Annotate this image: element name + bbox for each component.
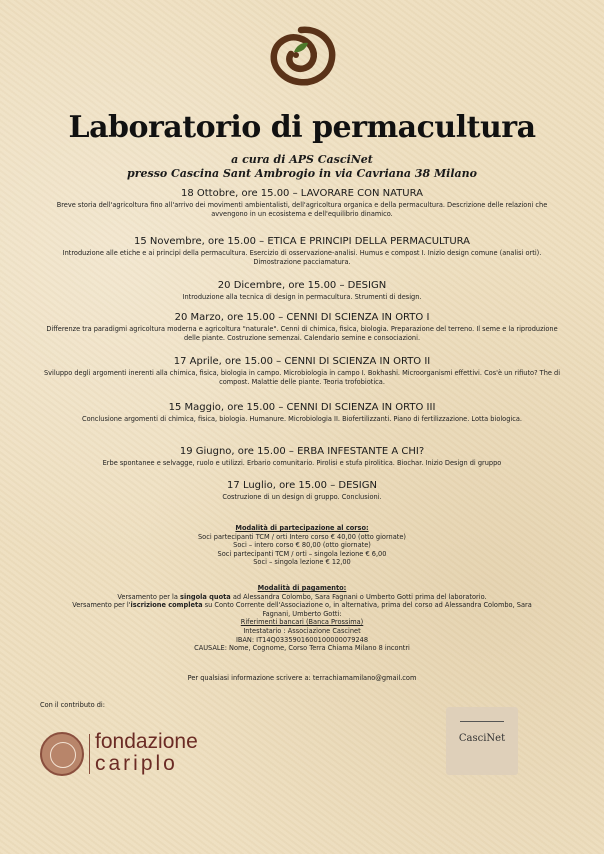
session-6 — [40, 402, 564, 424]
session-description: Costruzione di un design di gruppo. Conclusioni. — [222, 493, 382, 501]
session-heading: 17 Aprile, ore 15.00 – CENNI DI SCIENZA IN ORTO II — [173, 356, 431, 367]
curated-by: a cura di APS CasciNet — [231, 153, 373, 166]
session-heading: 20 Marzo, ore 15.00 – CENNI DI SCIENZA IN ORTO I — [174, 312, 430, 323]
session-description: Introduzione alla tecnica di design in permacultura. Strumenti di design. — [182, 293, 422, 301]
participation-line: Soci – intero corso € 80,00 (otto giornate) — [233, 541, 371, 550]
session-description: Differenze tra paradigmi agricoltura moderna e agricoltura "naturale". Cenni di chimica, fisica, biologia. Preparazione del terreno. Il seme e la riproduzione delle piante. Costruzione semenzai. Calendario semine e consociazioni. — [46, 325, 558, 342]
payment-title: Modalità di pagamento: — [257, 584, 347, 592]
payment-emphasis: iscrizione completa — [130, 601, 203, 610]
account-holder: Intestatario : Associazione Cascinet — [243, 626, 361, 635]
sponsor-logo — [40, 732, 240, 778]
contribution-label: Con il contributo di: — [40, 701, 105, 709]
session-5 — [40, 356, 564, 387]
participation-title: Modalità di partecipazione al corso: — [235, 524, 369, 532]
partner-logo — [446, 707, 518, 775]
divider — [89, 734, 90, 774]
payment-block — [70, 584, 534, 653]
payment-text: Versamento per l' — [72, 601, 131, 610]
leaf-icon — [294, 43, 308, 52]
session-heading: 18 Ottobre, ore 15.00 – LAVORARE CON NATURA — [180, 188, 424, 199]
payment-text: Versamento per la — [117, 592, 181, 601]
session-description: Conclusione argomenti di chimica, fisica, biologia. Humanure. Microbiologia II. Biofertilizzanti. Piano di fertilizzazione. Lotta biologica. — [81, 415, 523, 423]
session-4 — [40, 312, 564, 343]
session-heading: 20 Dicembre, ore 15.00 – DESIGN — [217, 280, 387, 291]
payment-text: su Conto Corrente dell'Associazione o, in alternativa, prima del corso ad Alessandra Colombo, Sara Fagnani, Umberto Gotti: — [202, 601, 532, 618]
session-description: Introduzione alle etiche e ai principi della permacultura. Esercizio di osservazione-analisi. Humus e compost I. Inizio design comune (analisi orti). Dimostrazione pacciamatura. — [62, 249, 542, 266]
iban: IBAN: IT14Q0335901600100000079248 — [235, 635, 369, 644]
session-3 — [40, 280, 564, 302]
roof-icon — [460, 721, 504, 732]
participation-block — [70, 524, 534, 567]
session-description: Sviluppo degli argomenti inerenti alla chimica, fisica, biologia in campo. Microbiologia in campo I. Bokhashi. Microorganismi effettivi. Cos'è un rifiuto? The di compost. Malattie delle piante. Teoria trofobiotica. — [43, 369, 561, 386]
session-heading: 17 Luglio, ore 15.00 – DESIGN — [227, 480, 377, 491]
session-7 — [40, 446, 564, 468]
session-8 — [40, 480, 564, 502]
bank-label: Riferimenti bancari (Banca Prossima) — [240, 618, 364, 627]
partner-name: CasciNet — [458, 733, 506, 744]
payment-full — [70, 601, 534, 618]
session-description: Erbe spontanee e selvagge, ruolo e utilizzi. Erbario comunitario. Pirolisi e stufa pirolitica. Biochar. Inizio Design di gruppo — [102, 459, 502, 467]
payment-emphasis: singola quota — [180, 592, 231, 601]
session-heading: 19 Giugno, ore 15.00 – ERBA INFESTANTE A CHI? — [179, 446, 425, 457]
contact-info: Per qualsiasi informazione scrivere a: terrachiamamilano@gmail.com — [187, 674, 417, 682]
sponsor-name-line1: fondazione — [95, 730, 198, 753]
participation-line: Soci partecipanti TCM / orti – singola lezione € 6,00 — [217, 549, 387, 558]
session-1 — [40, 188, 564, 219]
session-heading: 15 Novembre, ore 15.00 – ETICA E PRINCIPI DELLA PERMACULTURA — [133, 236, 471, 247]
causale: CAUSALE: Nome, Cognome, Corso Terra Chiama Milano 8 incontri — [194, 644, 410, 653]
payment-single — [70, 593, 534, 602]
payment-text: ad Alessandra Colombo, Sara Fagnani o Umberto Gotti prima del laboratorio. — [230, 592, 487, 601]
session-description: Breve storia dell'agricoltura fino all'arrivo dei movimenti ambientalisti, dell'agricoltura organica e della permacultura. Descrizione delle relazioni che avvengono in un ecosistema e dell'equilibrio dinamico. — [56, 201, 548, 218]
page-title: Laboratorio di permacultura — [68, 110, 536, 145]
seal-icon — [40, 732, 84, 776]
spiral-icon — [274, 30, 332, 82]
sponsor-name-line2: cariplo — [95, 752, 178, 775]
session-heading: 15 Maggio, ore 15.00 – CENNI DI SCIENZA IN ORTO III — [168, 402, 436, 413]
participation-line: Soci partecipanti TCM / orti Intero corso € 40,00 (otto giornate) — [198, 532, 406, 541]
spiral-logo — [264, 22, 338, 88]
session-2 — [40, 236, 564, 267]
participation-line: Soci – singola lezione € 12,00 — [253, 558, 351, 567]
venue: presso Cascina Sant Ambrogio in via Cavriana 38 Milano — [127, 167, 477, 180]
